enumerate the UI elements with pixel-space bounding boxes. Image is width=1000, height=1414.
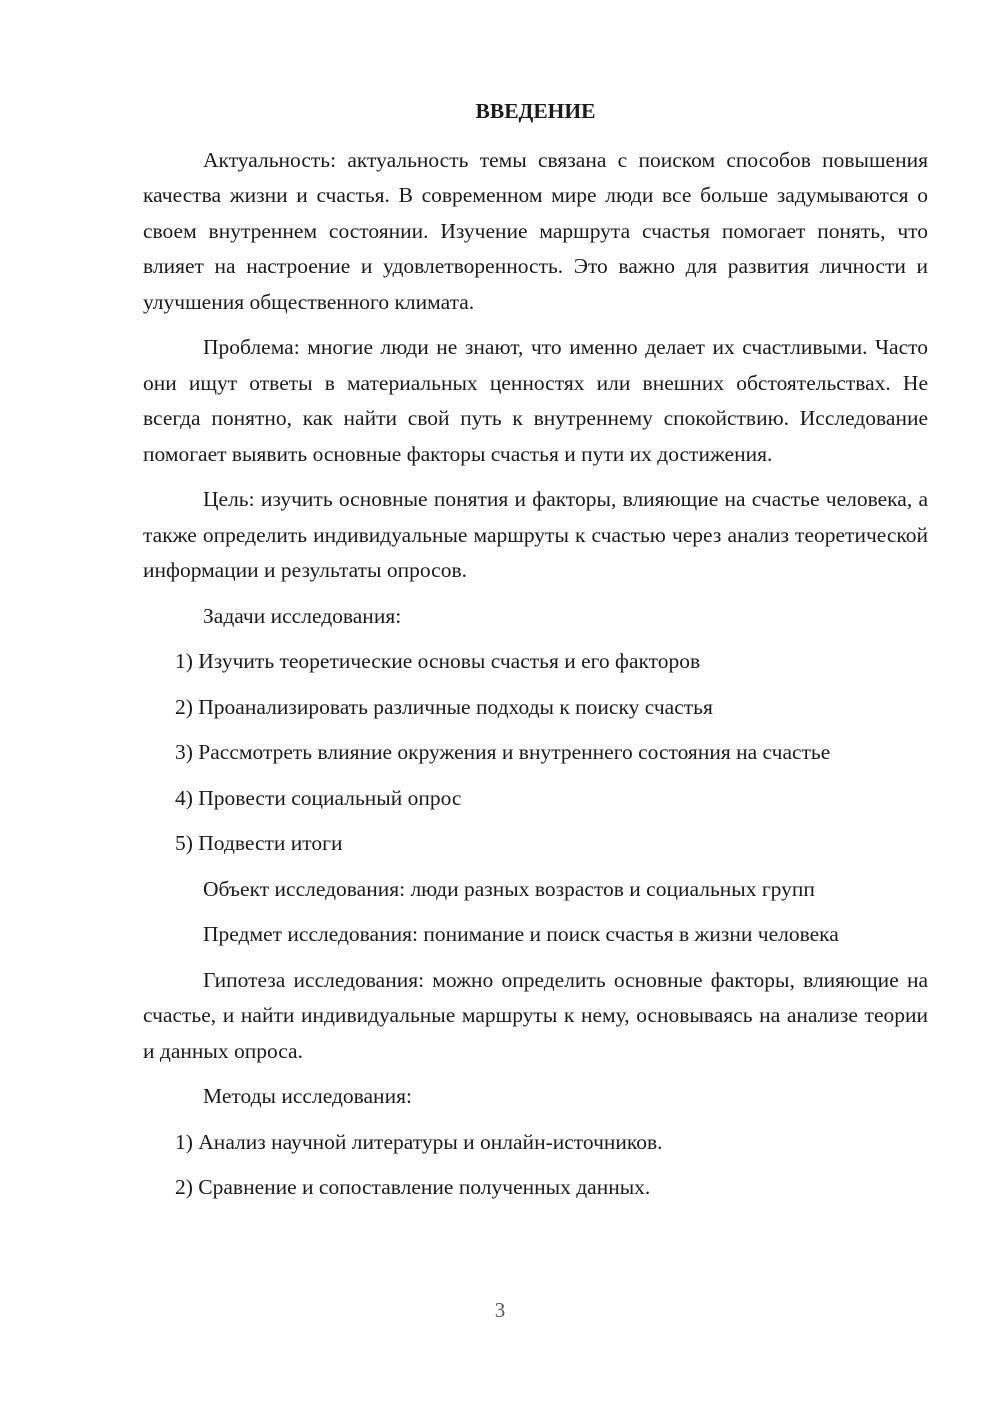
hypothesis-paragraph: Гипотеза исследования: можно определить основные факторы, влияющие на счастье, и найти индивидуальные маршруты к нему, основываясь на анализе теории и данных опроса. (143, 967, 928, 1063)
relevance-paragraph: Актуальность: актуальность темы связана с поиском способов повышения качества жизни и счастья. В современном мире люди все больше задумываются о своем внутреннем состоянии. Изучение маршрута счастья помогает понять, что влияет на настроение и удовлетворенность. Это важно для развития личности и улучшения общественного климата. (143, 147, 928, 314)
subject-paragraph: Предмет исследования: понимание и поиск счастья в жизни человека (203, 922, 839, 946)
document-page (143, 94, 928, 1216)
task-item: 4) Провести социальный опрос (175, 785, 462, 810)
method-item: 1) Анализ научной литературы и онлайн-источников. (175, 1129, 663, 1154)
object-line: Объект исследования: люди разных возрастов и социальных групп (203, 876, 815, 901)
page-number: 3 (494, 1298, 506, 1322)
task-item: 5) Подвести итоги (175, 831, 343, 855)
task-item: 1) Изучить теоретические основы счастья и его факторов (175, 649, 701, 673)
goal-paragraph: Цель: изучить основные понятия и факторы, влияющие на счастье человека, а также определить индивидуальные маршруты к счастью через анализ теоретической информации и результаты опросов. (143, 487, 928, 582)
section-title: ВВЕДЕНИЕ (475, 99, 596, 123)
method-item: 2) Сравнение и сопоставление полученных данных. (175, 1175, 651, 1199)
problem-paragraph: Проблема: многие люди не знают, что именно делает их счастливыми. Часто они ищут ответы в материальных ценностях или внешних обстоятельствах. Не всегда понятно, как найти свой путь к внутреннему спокойствию. Исследование помогает выявить основные факторы счастья и пути их достижения. (143, 335, 928, 466)
task-item: 3) Рассмотреть влияние окружения и внутреннего состояния на счастье (175, 740, 831, 764)
task-item: 2) Проанализировать различные подходы к поиску счастья (175, 694, 713, 719)
methods-heading: Методы исследования: (203, 1084, 412, 1108)
tasks-heading: Задачи исследования: (203, 603, 402, 628)
